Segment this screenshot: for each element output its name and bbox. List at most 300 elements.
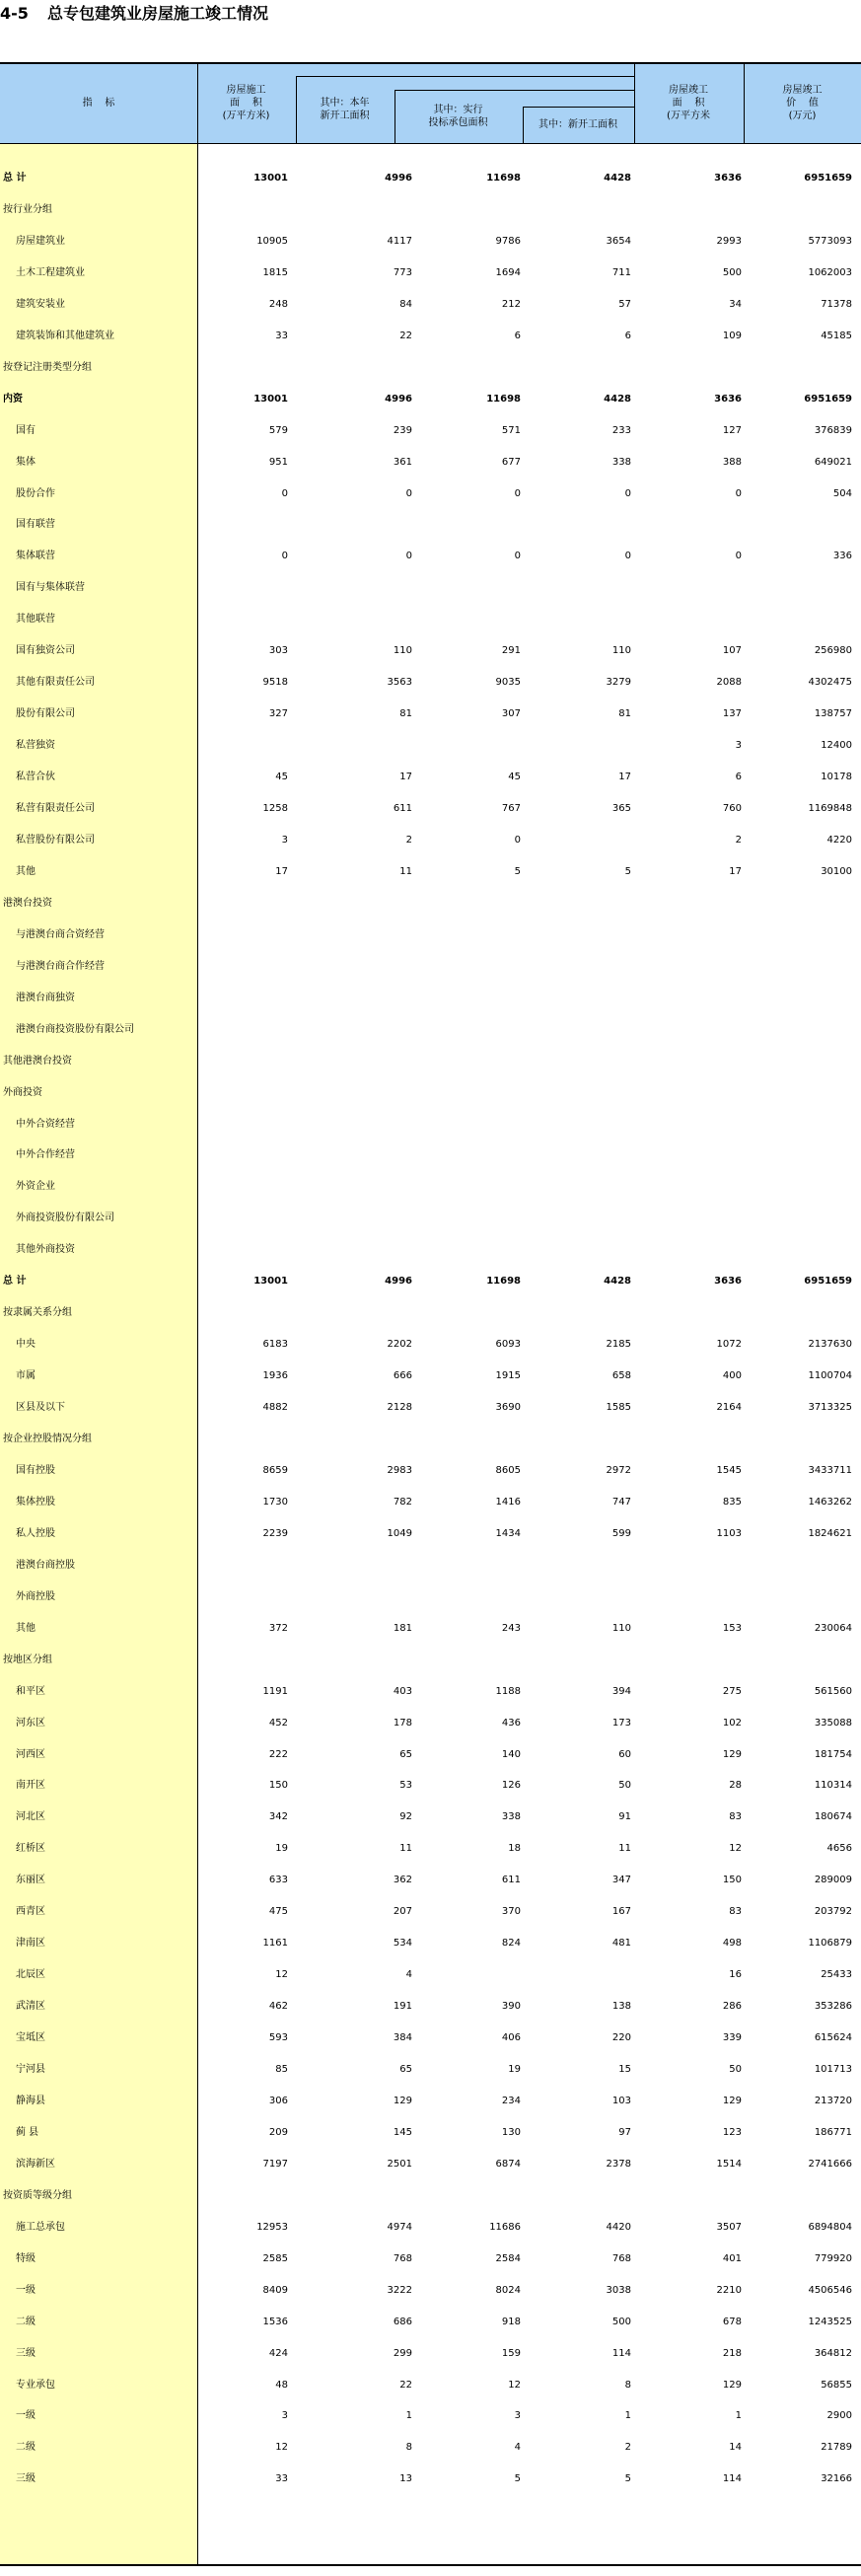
- row-value: 18: [508, 1843, 521, 1855]
- row-value: 22: [399, 2379, 412, 2391]
- table-row: [0, 1392, 861, 1424]
- row-label: 河北区: [16, 1811, 45, 1823]
- row-value: 6: [735, 772, 742, 783]
- row-value: 0: [624, 487, 631, 499]
- row-value: 1536: [262, 2316, 288, 2327]
- row-value: 0: [514, 834, 521, 846]
- row-value: 475: [268, 1906, 288, 1918]
- row-value: 212: [501, 298, 521, 310]
- row-value: 8: [405, 2442, 412, 2454]
- row-value: 0: [281, 551, 288, 562]
- row-value: 3690: [495, 1402, 521, 1414]
- row-value: 13: [399, 2473, 412, 2485]
- row-label: 集体控股: [16, 1496, 55, 1508]
- row-value: 403: [393, 1685, 412, 1697]
- row-value: 85: [275, 2064, 288, 2075]
- header-subline: [395, 90, 634, 91]
- row-value: 4220: [826, 834, 852, 846]
- row-value: 3507: [716, 2221, 742, 2233]
- table-row: [0, 1928, 861, 1959]
- row-value: 406: [501, 2032, 521, 2044]
- table-row: [0, 1550, 861, 1582]
- row-value: 824: [501, 1938, 521, 1950]
- table-row: [0, 2212, 861, 2244]
- row-value: 11698: [486, 1276, 521, 1288]
- row-label: 外资企业: [16, 1181, 55, 1193]
- row-label: 土木工程建筑业: [16, 266, 85, 278]
- row-value: 138: [611, 2001, 631, 2013]
- row-value: 13001: [253, 173, 288, 184]
- row-label: 私营独资: [16, 740, 55, 752]
- row-label: 国有联营: [16, 519, 55, 531]
- row-value: 3654: [606, 235, 631, 247]
- row-label: 施工总承包: [16, 2221, 65, 2233]
- table-row: [0, 2023, 861, 2054]
- row-value: 1815: [262, 266, 288, 278]
- row-value: 481: [611, 1938, 631, 1950]
- row-value: 180674: [814, 1811, 852, 1823]
- row-value: 291: [501, 645, 521, 657]
- row-value: 711: [611, 266, 631, 278]
- row-value: 181754: [814, 1748, 852, 1760]
- table-row: [0, 1865, 861, 1896]
- row-value: 127: [722, 424, 742, 436]
- row-value: 4420: [606, 2221, 631, 2233]
- row-value: 71378: [821, 298, 852, 310]
- row-value: 3222: [387, 2284, 412, 2296]
- row-label: 与港澳台商合资经营: [16, 928, 105, 940]
- row-value: 4: [514, 2442, 521, 2454]
- row-value: 611: [501, 1875, 521, 1886]
- row-value: 611: [393, 803, 412, 814]
- table-row: [0, 226, 861, 258]
- row-value: 275: [722, 1685, 742, 1697]
- row-value: 677: [501, 456, 521, 468]
- row-label: 股份有限公司: [16, 708, 75, 720]
- row-value: 8024: [495, 2284, 521, 2296]
- row-value: 13001: [253, 393, 288, 405]
- row-value: 2088: [716, 677, 742, 689]
- row-value: 4428: [604, 393, 631, 405]
- row-value: 1915: [495, 1370, 521, 1382]
- row-value: 4996: [385, 1276, 412, 1288]
- row-value: 8: [624, 2379, 631, 2391]
- row-value: 4428: [604, 1276, 631, 1288]
- row-value: 13001: [253, 1276, 288, 1288]
- header-new-started-area: 其中：本年 新开工面积: [320, 98, 370, 121]
- table-row: [0, 352, 861, 384]
- row-value: 60: [618, 1748, 631, 1760]
- row-value: 22: [399, 330, 412, 341]
- row-value: 1: [735, 2410, 742, 2422]
- row-value: 462: [268, 2001, 288, 2013]
- row-value: 289009: [814, 1875, 852, 1886]
- table-row: [0, 1518, 861, 1550]
- row-value: 1585: [606, 1402, 631, 1414]
- row-value: 327: [268, 708, 288, 720]
- table-row: [0, 2275, 861, 2307]
- row-label: 一级: [16, 2284, 36, 2296]
- row-value: 114: [611, 2347, 631, 2359]
- row-value: 593: [268, 2032, 288, 2044]
- row-value: 1514: [716, 2158, 742, 2170]
- row-value: 5: [624, 2473, 631, 2485]
- row-label: 三级: [16, 2347, 36, 2359]
- row-value: 2128: [387, 1402, 412, 1414]
- row-value: 19: [508, 2064, 521, 2075]
- row-label: 二级: [16, 2442, 36, 2454]
- data-table: [0, 62, 861, 2565]
- row-value: 1243525: [808, 2316, 852, 2327]
- row-value: 1072: [716, 1339, 742, 1351]
- row-value: 9518: [262, 677, 288, 689]
- table-row: [0, 1203, 861, 1234]
- table-row: [0, 635, 861, 667]
- row-label: 其他港澳台投资: [3, 1055, 72, 1067]
- row-value: 339: [722, 2032, 742, 2044]
- row-value: 498: [722, 1938, 742, 1950]
- table-row: [0, 2244, 861, 2275]
- table-row: [0, 289, 861, 321]
- row-value: 110: [611, 645, 631, 657]
- row-value: 835: [722, 1496, 742, 1508]
- table-row: [0, 1959, 861, 1991]
- row-label: 建筑安装业: [16, 298, 65, 310]
- row-value: 6183: [262, 1339, 288, 1351]
- row-value: 12: [508, 2379, 521, 2391]
- row-value: 243: [501, 1622, 521, 1634]
- row-value: 230064: [814, 1622, 852, 1634]
- row-value: 615624: [814, 2032, 852, 2044]
- table-row: [0, 1676, 861, 1708]
- row-value: 178: [393, 1717, 412, 1729]
- row-value: 424: [268, 2347, 288, 2359]
- row-label: 一级: [16, 2410, 36, 2422]
- row-value: 6: [624, 330, 631, 341]
- header-completed-area: 房屋竣工 面 积 (万平方米: [667, 84, 710, 121]
- row-label: 外商控股: [16, 1590, 55, 1602]
- row-value: 11698: [486, 173, 521, 184]
- row-value: 1191: [262, 1685, 288, 1697]
- row-value: 57: [618, 298, 631, 310]
- row-label: 红桥区: [16, 1843, 45, 1855]
- row-label: 中外合作经营: [16, 1149, 75, 1161]
- table-row: [0, 2338, 861, 2370]
- row-value: 110: [611, 1622, 631, 1634]
- table-row: [0, 1424, 861, 1455]
- row-value: 394: [611, 1685, 631, 1697]
- row-label: 专业承包: [16, 2379, 55, 2391]
- row-value: 11: [399, 1843, 412, 1855]
- table-row: [0, 1896, 861, 1928]
- row-value: 92: [399, 1811, 412, 1823]
- row-value: 767: [501, 803, 521, 814]
- row-value: 678: [722, 2316, 742, 2327]
- row-value: 17: [399, 772, 412, 783]
- row-value: 2584: [495, 2252, 521, 2264]
- row-value: 3: [735, 740, 742, 752]
- table-bottom-border: [0, 2564, 861, 2566]
- row-label: 滨海新区: [16, 2158, 55, 2170]
- row-label: 和平区: [16, 1685, 45, 1697]
- row-value: 9786: [495, 235, 521, 247]
- row-value: 25433: [821, 1969, 852, 1981]
- row-value: 2983: [387, 1464, 412, 1476]
- table-row: [0, 1708, 861, 1739]
- row-value: 3563: [387, 677, 412, 689]
- row-value: 338: [501, 1811, 521, 1823]
- table-row: [0, 2149, 861, 2180]
- row-value: 370: [501, 1906, 521, 1918]
- row-value: 12953: [256, 2221, 288, 2233]
- row-value: 400: [722, 1370, 742, 1382]
- table-row: [0, 163, 861, 194]
- row-value: 137: [722, 708, 742, 720]
- row-value: 347: [611, 1875, 631, 1886]
- row-value: 186771: [814, 2126, 852, 2138]
- row-value: 153: [722, 1622, 742, 1634]
- row-label: 按资质等级分组: [3, 2189, 72, 2201]
- row-value: 6951659: [804, 1276, 852, 1288]
- row-value: 103: [611, 2095, 631, 2106]
- table-row: [0, 1234, 861, 1266]
- row-value: 361: [393, 456, 412, 468]
- row-value: 2: [624, 2442, 631, 2454]
- table-row: [0, 762, 861, 793]
- table-row: [0, 1645, 861, 1676]
- row-value: 918: [501, 2316, 521, 2327]
- row-value: 233: [611, 424, 631, 436]
- row-value: 19: [275, 1843, 288, 1855]
- row-label: 总 计: [3, 173, 27, 184]
- row-value: 376839: [814, 424, 852, 436]
- row-value: 303: [268, 645, 288, 657]
- row-value: 1062003: [808, 266, 852, 278]
- header-divider: [523, 107, 524, 143]
- row-value: 191: [393, 2001, 412, 2013]
- row-value: 2900: [826, 2410, 852, 2422]
- table-row: [0, 1329, 861, 1361]
- table-row: [0, 509, 861, 541]
- row-value: 123: [722, 2126, 742, 2138]
- row-value: 5: [514, 2473, 521, 2485]
- row-label: 按行业分组: [3, 203, 52, 215]
- row-label: 港澳台商控股: [16, 1559, 75, 1571]
- row-value: 3: [281, 2410, 288, 2422]
- row-value: 1106879: [808, 1938, 852, 1950]
- row-value: 107: [722, 645, 742, 657]
- table-row: [0, 541, 861, 572]
- row-value: 6093: [495, 1339, 521, 1351]
- row-value: 220: [611, 2032, 631, 2044]
- row-value: 159: [501, 2347, 521, 2359]
- row-value: 299: [393, 2347, 412, 2359]
- row-value: 2: [405, 834, 412, 846]
- row-value: 649021: [814, 456, 852, 468]
- row-value: 84: [399, 298, 412, 310]
- row-value: 504: [832, 487, 852, 499]
- row-value: 50: [729, 2064, 742, 2075]
- row-value: 336: [832, 551, 852, 562]
- table-row: [0, 1455, 861, 1487]
- row-value: 11: [399, 865, 412, 877]
- row-value: 1: [405, 2410, 412, 2422]
- table-row: [0, 258, 861, 289]
- row-value: 138757: [814, 708, 852, 720]
- row-value: 8659: [262, 1464, 288, 1476]
- row-value: 384: [393, 2032, 412, 2044]
- row-value: 109: [722, 330, 742, 341]
- table-row: [0, 1770, 861, 1802]
- row-value: 362: [393, 1875, 412, 1886]
- header-bidding-area: 其中：实行 投标承包面积: [428, 105, 488, 128]
- table-row: [0, 699, 861, 730]
- row-value: 0: [281, 487, 288, 499]
- table-row: [0, 888, 861, 920]
- row-value: 15: [618, 2064, 631, 2075]
- table-row: [0, 730, 861, 762]
- row-value: 91: [618, 1811, 631, 1823]
- row-value: 97: [618, 2126, 631, 2138]
- header-divider: [634, 62, 635, 143]
- row-label: 私营合伙: [16, 772, 55, 783]
- table-row: [0, 1046, 861, 1077]
- row-value: 1161: [262, 1938, 288, 1950]
- header-divider: [296, 76, 297, 143]
- header-completed-value: 房屋竣工 价 值 (万元): [782, 84, 823, 121]
- row-value: 436: [501, 1717, 521, 1729]
- row-value: 2741666: [808, 2158, 852, 2170]
- row-value: 34: [729, 298, 742, 310]
- row-value: 16: [729, 1969, 742, 1981]
- row-label: 建筑装饰和其他建筑业: [16, 330, 114, 341]
- row-value: 11: [618, 1843, 631, 1855]
- row-value: 2137630: [808, 1339, 852, 1351]
- row-value: 1434: [495, 1527, 521, 1539]
- row-label: 按企业控股情况分组: [3, 1434, 92, 1444]
- row-value: 2972: [606, 1464, 631, 1476]
- row-label: 中外合资经营: [16, 1118, 75, 1130]
- row-value: 658: [611, 1370, 631, 1382]
- row-value: 342: [268, 1811, 288, 1823]
- table-row: [0, 2180, 861, 2212]
- table-row: [0, 825, 861, 856]
- row-label: 蓟 县: [16, 2126, 39, 2138]
- row-value: 4302475: [808, 677, 852, 689]
- row-label: 私人控股: [16, 1527, 55, 1539]
- row-value: 3636: [714, 1276, 742, 1288]
- table-row: [0, 1802, 861, 1833]
- row-label: 区县及以下: [16, 1402, 65, 1414]
- row-label: 私营股份有限公司: [16, 834, 95, 846]
- row-value: 365: [611, 803, 631, 814]
- table-row: [0, 1014, 861, 1046]
- row-value: 6951659: [804, 173, 852, 184]
- row-value: 1258: [262, 803, 288, 814]
- row-value: 17: [618, 772, 631, 783]
- row-value: 17: [729, 865, 742, 877]
- row-value: 768: [393, 2252, 412, 2264]
- row-label: 西青区: [16, 1906, 45, 1918]
- row-value: 452: [268, 1717, 288, 1729]
- table-row: [0, 1582, 861, 1613]
- table-row: [0, 1266, 861, 1297]
- row-value: 5773093: [808, 235, 852, 247]
- row-value: 599: [611, 1527, 631, 1539]
- row-value: 33: [275, 330, 288, 341]
- row-label: 按隶属关系分组: [3, 1307, 72, 1319]
- row-value: 1730: [262, 1496, 288, 1508]
- row-label: 东丽区: [16, 1875, 45, 1886]
- row-label: 国有与集体联营: [16, 582, 85, 594]
- row-value: 0: [405, 551, 412, 562]
- table-row: [0, 2307, 861, 2338]
- row-value: 3433711: [808, 1464, 852, 1476]
- row-value: 4882: [262, 1402, 288, 1414]
- header-construction-area: 房屋施工 面 积 (万平方米): [222, 84, 270, 121]
- row-value: 779920: [814, 2252, 852, 2264]
- table-row: [0, 1613, 861, 1645]
- row-value: 5: [514, 865, 521, 877]
- row-value: 335088: [814, 1717, 852, 1729]
- row-value: 83: [729, 1811, 742, 1823]
- row-label: 国有控股: [16, 1464, 55, 1476]
- row-value: 1100704: [808, 1370, 852, 1382]
- row-label: 静海县: [16, 2095, 45, 2106]
- row-label: 市属: [16, 1370, 36, 1382]
- row-value: 12: [275, 1969, 288, 1981]
- row-value: 256980: [814, 645, 852, 657]
- table-row: [0, 1361, 861, 1392]
- row-value: 181: [393, 1622, 412, 1634]
- row-value: 534: [393, 1938, 412, 1950]
- row-value: 2501: [387, 2158, 412, 2170]
- row-value: 30100: [821, 865, 852, 877]
- row-label: 内资: [3, 393, 23, 405]
- row-value: 130: [501, 2126, 521, 2138]
- row-value: 571: [501, 424, 521, 436]
- row-label: 港澳台投资: [3, 897, 52, 909]
- row-value: 6894804: [808, 2221, 852, 2233]
- table-row: [0, 2086, 861, 2117]
- row-value: 101713: [814, 2064, 852, 2075]
- row-value: 2585: [262, 2252, 288, 2264]
- row-label: 港澳台商投资股份有限公司: [16, 1023, 134, 1035]
- row-value: 579: [268, 424, 288, 436]
- table-row: [0, 321, 861, 352]
- row-label: 按登记注册类型分组: [3, 361, 92, 373]
- table-row: [0, 793, 861, 825]
- row-value: 65: [399, 1748, 412, 1760]
- row-value: 12400: [821, 740, 852, 752]
- row-label: 港澳台商独资: [16, 992, 75, 1003]
- row-value: 2993: [716, 235, 742, 247]
- row-value: 4: [405, 1969, 412, 1981]
- row-value: 1936: [262, 1370, 288, 1382]
- row-label: 北辰区: [16, 1969, 45, 1981]
- row-value: 50: [618, 1780, 631, 1792]
- row-label: 中央: [16, 1339, 36, 1351]
- row-value: 0: [405, 487, 412, 499]
- row-value: 11698: [486, 393, 521, 405]
- row-value: 56855: [821, 2379, 852, 2391]
- table-row: [0, 1991, 861, 2023]
- row-value: 4656: [826, 1843, 852, 1855]
- row-value: 173: [611, 1717, 631, 1729]
- row-value: 207: [393, 1906, 412, 1918]
- row-value: 1: [624, 2410, 631, 2422]
- row-value: 17: [275, 865, 288, 877]
